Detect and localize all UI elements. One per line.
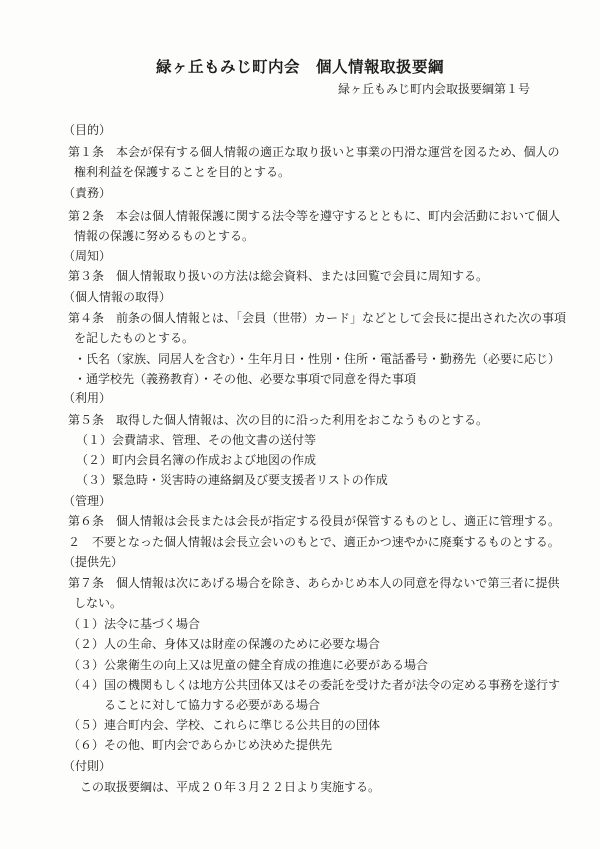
document-number: 緑ヶ丘もみじ町内会取扱要綱第１号 [337, 82, 530, 96]
article-5-item-3: （３）緊急時・災害時の連絡網及び要支援者リストの作成 [76, 473, 388, 487]
article-7-line-2: しない。 [74, 596, 123, 610]
article-7-item-4-line-2: ることに対して協力する必要がある場合 [104, 698, 321, 712]
heading-use: （利用） [63, 391, 112, 405]
heading-management: （管理） [63, 494, 112, 508]
article-5-line-1: 第５条 取得した個人情報は、次の目的に沿った利用をおこなうものとする。 [68, 413, 489, 427]
heading-purpose: （目的） [63, 123, 112, 137]
article-7-item-5: （５）連合町内会、学校、これらに準じる公共目的の団体 [68, 718, 381, 732]
article-3-line-1: 第３条 個人情報取り扱いの方法は総会資料、または回覧で会員に周知する。 [68, 269, 489, 283]
article-7-item-6: （６）その他、町内会であらかじめ決めた提供先 [68, 738, 333, 752]
article-7-item-2: （２）人の生命、身体又は財産の保護のために必要な場合 [68, 637, 381, 651]
article-4-item-1: ・氏名（家族、同居人を含む）・生年月日・性別・住所・電話番号・勤務先（必要に応じ） [74, 352, 561, 366]
article-7-item-3: （３）公衆衛生の向上又は児童の健全育成の推進に必要がある場合 [68, 658, 429, 672]
article-1-line-2: 権利利益を保護することを目的とする。 [74, 165, 291, 179]
heading-duty: （責務） [63, 186, 112, 200]
article-4-line-2: を記したものとする。 [74, 331, 195, 345]
article-7-item-4-line-1: （４）国の機関もしくは地方公共団体又はその委託を受けた者が法令の定める事務を遂行す [68, 678, 561, 692]
article-2-line-2: 情報の保護に努めるものとする。 [74, 229, 255, 243]
article-6-line-1: 第６条 個人情報は会長または会長が指定する役員が保管するものとし、適正に管理する。 [68, 514, 561, 528]
heading-acquisition: （個人情報の取得） [63, 290, 172, 304]
article-7-item-1: （１）法令に基づく場合 [68, 617, 201, 631]
article-7-line-1: 第７条 個人情報は次にあげる場合を除き、あらかじめ本人の同意を得ないで第三者に提供 [68, 576, 560, 590]
heading-supplementary: （付則） [63, 759, 112, 773]
article-5-item-1: （１）会費請求、管理、その他文書の送付等 [76, 433, 317, 447]
heading-provision: （提供先） [63, 555, 124, 569]
article-2-line-1: 第２条 本会は個人情報保護に関する法令等を遵守するとともに、町内会活動において個人 [68, 209, 561, 223]
heading-notice: （周知） [63, 249, 112, 263]
article-4-item-2: ・通学校先（義務教育）・その他、必要な事項で同意を得た事項 [74, 372, 417, 386]
document-title: 緑ヶ丘もみじ町内会 個人情報取扱要綱 [155, 58, 444, 76]
article-4-line-1: 第４条 前条の個人情報とは、「会員（世帯）カード」などとして会長に提出された次の事項 [68, 311, 567, 325]
supplementary-provision: この取扱要綱は、平成２０年３月２２日より実施する。 [80, 780, 381, 794]
article-6-line-2: ２ 不要となった個人情報は会長立会いのもとで、適正かつ速やかに廃棄するものとする。 [68, 535, 560, 549]
article-5-item-2: （２）町内会員名簿の作成および地図の作成 [76, 453, 317, 467]
article-1-line-1: 第１条 本会が保有する個人情報の適正な取り扱いと事業の円滑な運営を図るため、個人の [68, 145, 560, 159]
